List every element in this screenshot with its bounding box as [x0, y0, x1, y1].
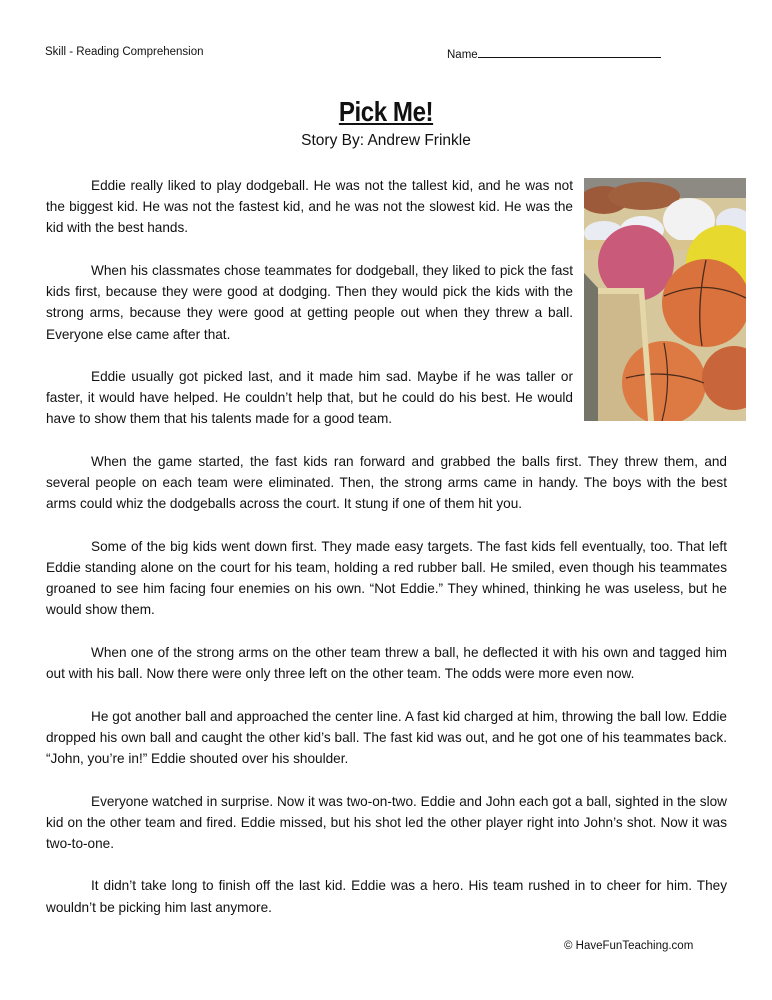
story-paragraph: Some of the big kids went down first. They made easy targets. The fast kids fell eventually, too. That left Eddie standing alone on the court for his team, holding a red rubber ball. He smiled, even though his teammates groaned to see him facing four enemies on his own. “Not Eddie.” They whined, thinking he was useless, but he would show them.	[46, 538, 727, 618]
story-paragraph: Eddie usually got picked last, and it made him sad. Maybe if he was taller or faster, it would have helped. He couldn’t help that, but he could do his best. He would have to show them that his talents made for a good team.	[46, 369, 573, 427]
story-paragraph: When one of the strong arms on the other team threw a ball, he deflected it with his own and tagged him out with his ball. Now there were only three left on the other team. The odds were more even now.	[46, 644, 727, 682]
worksheet-header	[45, 46, 727, 62]
name-label: Name	[447, 49, 478, 61]
story-paragraph: He got another ball and approached the center line. A fast kid charged at him, throwing the ball low. Eddie dropped his own ball and caught the other kid’s ball. The fast kid was out, and he got one of his teammates back. “John, you’re in!” Eddie shouted over his shoulder.	[46, 708, 727, 767]
story-body	[46, 175, 727, 939]
name-blank-line	[478, 46, 661, 58]
story-paragraph: When the game started, the fast kids ran forward and grabbed the balls first. They threw them, and several people on each team were eliminated. Then, the strong arms came in handy. The boys with the best arms could whiz the dodgeballs across the court. It stung if one of them hit you.	[46, 453, 727, 512]
story-paragraph: It didn’t take long to finish off the last kid. Eddie was a hero. His team rushed in to cheer for him. They wouldn’t be picking him last anymore.	[46, 878, 727, 915]
story-paragraph: Eddie really liked to play dodgeball. He was not the tallest kid, and he was not the biggest kid. He was not the fastest kid, and he was not the slowest kid. He was the kid with the best hands.	[46, 178, 573, 236]
name-field	[447, 46, 661, 61]
story-paragraph: When his classmates chose teammates for dodgeball, they liked to pick the fast kids first, because they were good at dodging. Then they would pick the kids with the strong arms, because they were good at getting people out when they threw a ball. Everyone else came after that.	[46, 262, 573, 342]
story-paragraph: Everyone watched in surprise. Now it was two-on-two. Eddie and John each got a ball, sighted in the slow kid on the other team and fired. Eddie missed, but his shot led the other player right into John’s shot. Now it was two-to-one.	[46, 793, 727, 851]
copyright-footer: © HaveFunTeaching.com	[564, 940, 694, 952]
story-byline: Story By: Andrew Frinkle	[301, 132, 471, 149]
skill-label: Skill - Reading Comprehension	[45, 46, 204, 58]
story-title: Pick Me!	[338, 96, 434, 127]
